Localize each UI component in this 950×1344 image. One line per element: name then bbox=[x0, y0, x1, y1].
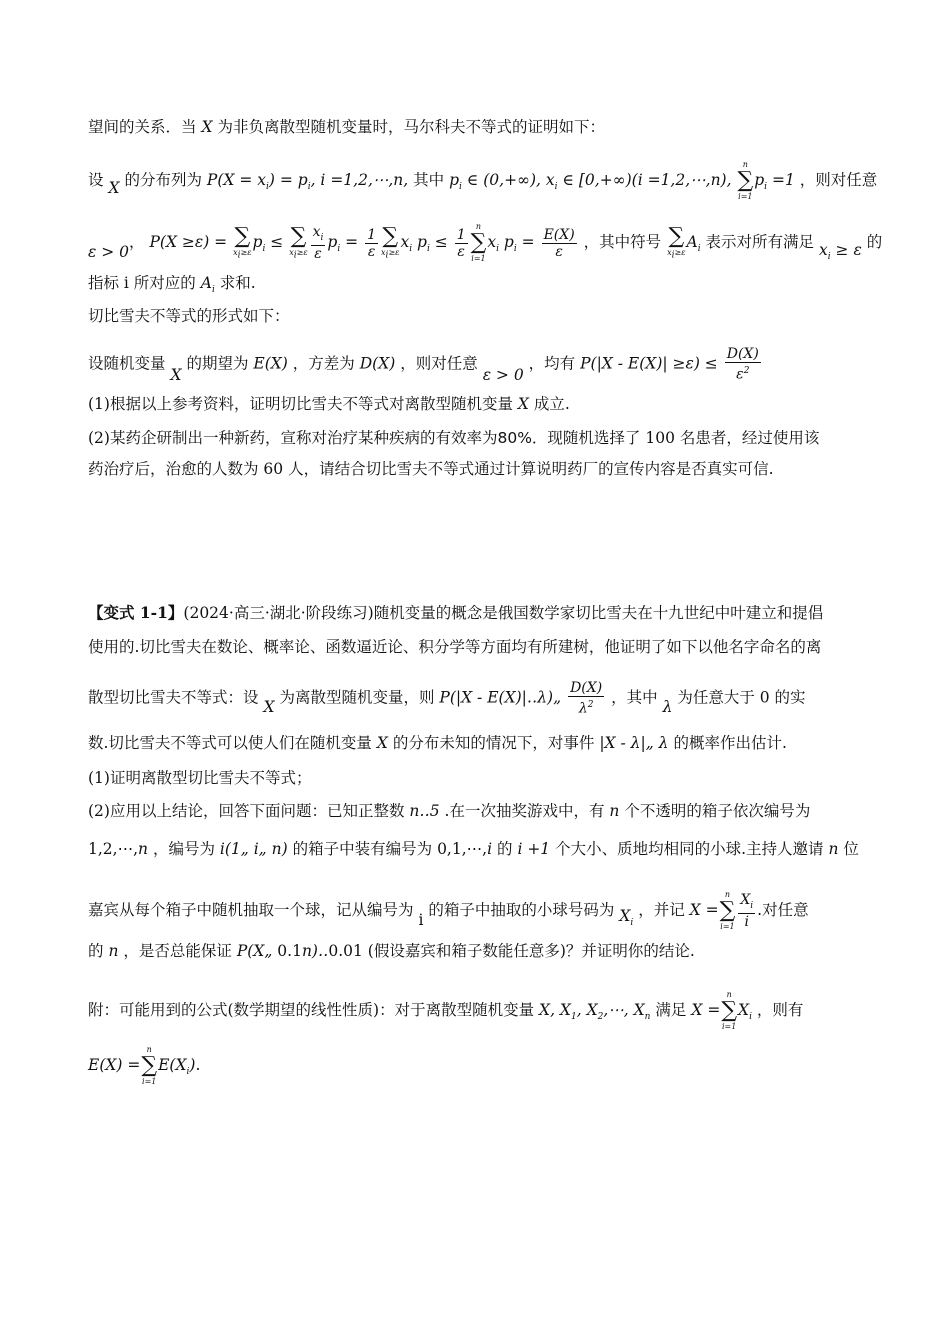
text: 满足 bbox=[655, 1001, 687, 1019]
text: ．现随机选择了 100 名患者，经过使用该 bbox=[531, 429, 820, 447]
sum-symbol: ∑ $x_i\ge\varepsilon$ bbox=[233, 223, 252, 261]
math: ε > 0 bbox=[88, 243, 130, 261]
math: $p_i =1$ bbox=[754, 171, 795, 193]
text: 求和. bbox=[219, 274, 256, 292]
math: $x_i \ge \varepsilon$ bbox=[818, 241, 862, 263]
sum-symbol: ∑ $x_i\ge\varepsilon$ bbox=[289, 223, 308, 261]
text: 成立. bbox=[533, 395, 570, 413]
text: ，并记 bbox=[638, 901, 685, 919]
sum-symbol: ∑ $x_i\ge\varepsilon$ bbox=[381, 223, 400, 261]
text: 切比雪夫不等式的形式如下： bbox=[88, 307, 290, 325]
math: $p_i$ = bbox=[327, 233, 359, 255]
text-line bbox=[88, 680, 870, 717]
text: 表示对所有满足 bbox=[705, 233, 815, 251]
text: (1)证明离散型切比雪夫不等式； bbox=[88, 769, 312, 787]
text: ，则对任意 bbox=[400, 354, 478, 373]
math: n bbox=[108, 942, 119, 960]
text: 的 bbox=[88, 942, 104, 960]
text-line bbox=[88, 990, 870, 1032]
text: 数.切比雪夫不等式可以使人们在随机变量 bbox=[88, 734, 372, 752]
math: n‥5 bbox=[409, 802, 440, 820]
text: 的箱子中抽取的小球号码为 bbox=[428, 901, 615, 919]
text: 的 bbox=[866, 233, 883, 251]
text: 的分布列为 bbox=[124, 171, 202, 189]
text: (假设嘉宾和箱子数能任意多)？并证明你的结论. bbox=[367, 942, 695, 960]
math: X = bbox=[689, 901, 719, 919]
text: 为任意大于 0 的实 bbox=[677, 688, 806, 707]
fraction: $\frac{D(X)}{\lambda^2}$ bbox=[570, 680, 603, 717]
math: n bbox=[609, 802, 620, 820]
math: i(1„ i„ n) bbox=[219, 840, 288, 858]
math: $x_i$ $p_i$ ≤ bbox=[400, 233, 448, 255]
sum-symbol: n ∑ i=1 bbox=[719, 890, 736, 931]
text: (2024·高三·湖北·阶段练习)随机变量的概念是俄国数学家切比雪夫在十九世纪中叶建立和提倡 bbox=[183, 604, 824, 622]
text: .在一次抽奖游戏中，有 bbox=[444, 802, 605, 820]
text: (2)某药企研制出一种新药，宣称对治疗某种疾病的有效率为 bbox=[88, 429, 498, 447]
math: X bbox=[108, 179, 120, 197]
math: X bbox=[263, 698, 275, 717]
math-formula: $P(X = x_i) = p_i$, i =1,2,⋯,n, bbox=[206, 171, 409, 193]
fraction: $\frac{x_i}{\varepsilon}$ bbox=[312, 223, 324, 263]
text: 药治疗后，治愈的人数为 60 人，请结合切比雪夫不等式通过计算说明药厂的宣传内容是否真实可信. bbox=[88, 460, 774, 478]
text: 指标 i 所对应的 bbox=[88, 274, 196, 292]
math: $p_i$ ≤ bbox=[252, 233, 284, 255]
fraction: $\frac{1}{\varepsilon}$ bbox=[456, 226, 466, 260]
text: 使用的.切比雪夫在数论、概率论、函数逼近论、积分学等方面均有所建树，他证明了如下以他名字命名的离 bbox=[88, 638, 822, 656]
math: $A_i$ bbox=[200, 274, 215, 296]
fraction: $\frac{X_i}{i}$ bbox=[740, 891, 754, 931]
text: i bbox=[418, 911, 424, 929]
math-formula: P(X„ 0.1n)‥0.01 bbox=[236, 942, 363, 960]
math: $E(X_i)$ bbox=[158, 1056, 196, 1078]
text-line bbox=[88, 800, 870, 822]
math: X bbox=[170, 366, 182, 385]
text: 的期望为 bbox=[186, 354, 249, 373]
text: 个大小、质地均相同的小球.主持人邀请 bbox=[555, 840, 824, 858]
text: 的 bbox=[496, 840, 513, 858]
math: X bbox=[376, 734, 388, 752]
text-line bbox=[88, 636, 870, 658]
text-line: ε > 0， P(X ≥ε) = ∑ $x_i\ge\varepsilon$ $p_i$ ≤ ∑ $x_i\ge\varepsilon$ $\frac{x_i}{\varepsilon}$ $p_i$ = $\frac{1}{\varepsilon}$ ∑ $x_i\ge\varepsilon$ $x_i$ $p_i$ ≤ $\frac{1}{\varepsilon}$ n ∑ i=1 $x_i$ $p_i$ = $\frac{E(X)}{\varepsilon}$ ，其中符号 ∑ $x_i\ge\varepsilon$ $A_i$ 表示对所有满足 $x_i \ge \varepsilon$ 的 bbox=[88, 222, 883, 263]
text: 的箱子中装有编号为 bbox=[292, 840, 433, 858]
text: 的分布未知的情况下，对事件 bbox=[392, 734, 595, 752]
text: 望间的关系．当 bbox=[88, 118, 197, 136]
text: ，均有 bbox=[528, 354, 576, 373]
fraction: $\frac{1}{\varepsilon}$ bbox=[367, 226, 377, 260]
text: ，其中符号 bbox=[583, 233, 662, 251]
text-line bbox=[88, 890, 870, 932]
text-line bbox=[88, 160, 878, 202]
text: ，是否总能保证 bbox=[123, 942, 232, 960]
math: D(X) bbox=[359, 354, 396, 373]
text: .对任意 bbox=[757, 901, 809, 919]
math-formula: P(X ≥ε) = bbox=[149, 233, 228, 251]
text: 位 bbox=[843, 840, 859, 858]
text-line bbox=[88, 602, 870, 624]
text: ，方差为 bbox=[292, 354, 355, 373]
text: 设 bbox=[88, 171, 104, 189]
text-line bbox=[88, 838, 870, 860]
math: n bbox=[828, 840, 839, 858]
text: ，其中 bbox=[611, 688, 658, 707]
text: 为离散型随机变量，则 bbox=[279, 688, 435, 707]
text: 个不透明的箱子依次编号为 bbox=[624, 802, 811, 820]
text: 的概率作出估计. bbox=[673, 734, 787, 752]
math: λ bbox=[662, 698, 673, 717]
text-line bbox=[88, 272, 870, 301]
sum-symbol: ∑ $x_i\ge\varepsilon$ bbox=[667, 223, 686, 261]
text-line bbox=[88, 116, 870, 138]
text: . bbox=[195, 1056, 201, 1074]
text-line bbox=[88, 1045, 870, 1087]
math: 0,1,⋯,i bbox=[437, 840, 493, 858]
text: ，则对任意 bbox=[799, 171, 878, 189]
section-tag: 【变式 1-1】 bbox=[88, 603, 184, 622]
math: $A_i$ bbox=[686, 233, 701, 255]
text: 附：可能用到的公式(数学期望的线性性质)：对于离散型随机变量 bbox=[88, 1001, 535, 1019]
math: X bbox=[517, 395, 529, 413]
fraction: $\frac{D(X)}{\varepsilon^2}$ bbox=[726, 346, 759, 383]
math-formula: P(|X - E(X)|‥λ)„ bbox=[439, 688, 562, 707]
text: 设随机变量 bbox=[88, 354, 166, 373]
math: X bbox=[201, 118, 213, 136]
math-formula: $p_i$ ∈ (0,+∞), $x_i$ ∈ [0,+∞)(i =1,2,⋯,n), bbox=[449, 171, 732, 193]
text-line bbox=[88, 427, 870, 449]
math: 1,2,⋯,n bbox=[88, 840, 148, 858]
math: |X - λ|„ λ bbox=[599, 734, 669, 752]
math: $X_i$ bbox=[738, 1001, 752, 1023]
sum-symbol: n ∑ i=1 bbox=[470, 222, 487, 263]
text: (1)根据以上参考资料，证明切比雪夫不等式对离散型随机变量 bbox=[88, 395, 513, 413]
math: X = bbox=[691, 1001, 721, 1019]
text: 其中 bbox=[413, 171, 445, 189]
text-line bbox=[88, 346, 870, 383]
text-line bbox=[88, 767, 870, 789]
math: $X_i$ bbox=[619, 907, 634, 929]
text: ，则有 bbox=[756, 1001, 804, 1019]
text-line bbox=[88, 393, 870, 415]
math-formula: E(X) = bbox=[88, 1056, 141, 1074]
text-line bbox=[88, 732, 870, 754]
text-line bbox=[88, 305, 870, 327]
sum-symbol: n ∑ i=1 bbox=[737, 160, 754, 201]
math-formula: P(|X - E(X)| ≥ε) ≤ bbox=[580, 354, 718, 373]
text: 为非负离散型随机变量时，马尔科夫不等式的证明如下： bbox=[217, 118, 605, 136]
text: ，编号为 bbox=[152, 840, 215, 858]
text-line bbox=[88, 458, 870, 480]
math: E(X) bbox=[253, 354, 288, 373]
math: X, $X_1$, $X_2,\cdots$, $X_n$ bbox=[539, 1001, 651, 1023]
sum-symbol: n ∑ i=1 bbox=[721, 990, 738, 1031]
fraction: $\frac{E(X)}{\varepsilon}$ bbox=[543, 226, 575, 260]
text: 嘉宾从每个箱子中随机抽取一个球，记从编号为 bbox=[88, 901, 414, 919]
sum-symbol: n ∑ i=1 bbox=[141, 1045, 158, 1086]
math: ε > 0 bbox=[482, 366, 524, 385]
text-line bbox=[88, 940, 870, 962]
math: $x_i$ $p_i$ = bbox=[487, 233, 535, 255]
percent: 80% bbox=[497, 429, 532, 447]
text: 散型切比雪夫不等式：设 bbox=[88, 688, 259, 707]
math: i +1 bbox=[517, 840, 551, 858]
text: (2)应用以上结论，回答下面问题：已知正整数 bbox=[88, 802, 405, 820]
